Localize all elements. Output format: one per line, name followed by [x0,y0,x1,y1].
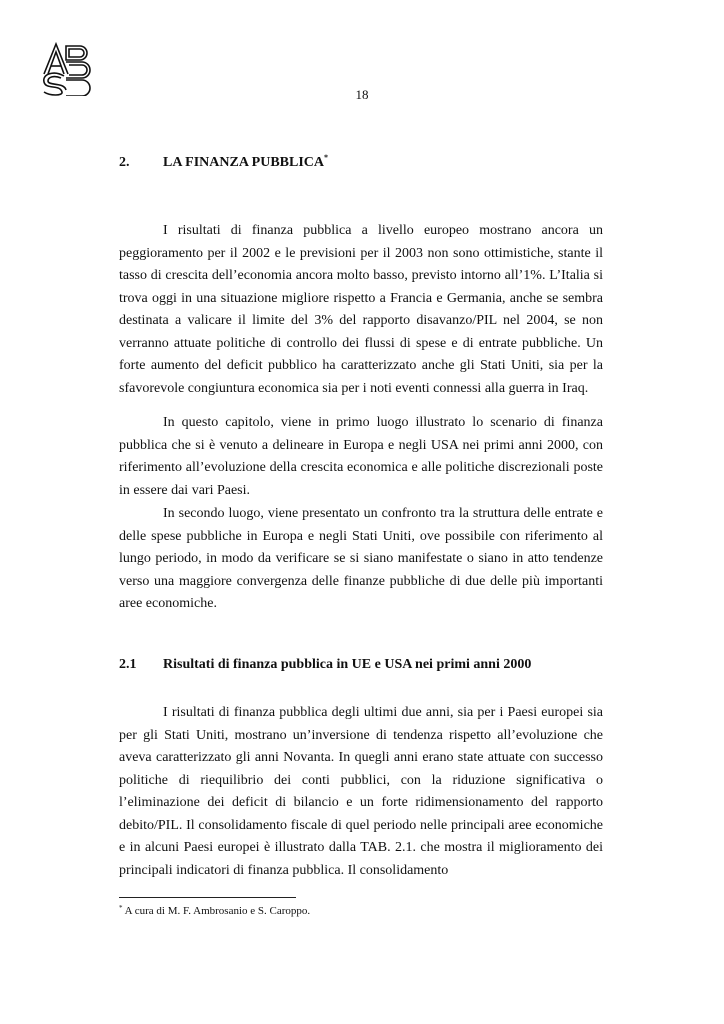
footnote-text: A cura di M. F. Ambrosanio e S. Caroppo. [122,905,311,917]
section-heading [119,153,328,171]
paragraph: In questo capitolo, viene in primo luogo illustrato lo scenario di finanza pubblica che si è venuto a delineare in Europa e negli USA nei primi anni 2000, con riferimento all’evoluzione della crescita economica e alle politiche discrezionali poste in essere dai vari Paesi. [119,415,603,498]
subsection-title: Risultati di finanza pubblica in UE e USA nei primi anni 2000 [163,657,532,672]
footnote-reference[interactable]: * [324,153,329,162]
paragraph: I risultati di finanza pubblica a livello europeo mostrano ancora un peggioramento per il 2002 e le previsioni per il 2003 non sono ottimistiche, stante il tasso di crescita dell’economia ancora molto basso, previsto intorno all’1%. L’Italia si trova oggi in una situazione migliore rispetto a Francia e Germania, anche se sembra destinata a valicare il limite del 3% del rapporto disavanzo/PIL nel 2004, se non verranno attuate politiche di controllo dei flussi di spese e di entrate pubbliche. Un forte aumento del deficit pubblico ha caratterizzato anche gli Stati Uniti, sia per la sfavorevole congiuntura economica sia per i noti eventi connessi alla guerra in Iraq. [119,223,603,396]
page-number: 18 [355,87,369,102]
subsection-number: 2.1 [119,657,137,672]
paragraph: In secondo luogo, viene presentato un confronto tra la struttura delle entrate e delle spese pubbliche in Europa e negli Stati Uniti, ove possibile con riferimento al lungo periodo, in modo da verificare se si siano manifestate o siano in atto tendenze verso una maggiore convergenza delle finanze pubbliche di due delle più importanti aree economiche. [119,506,603,611]
paragraph: I risultati di finanza pubblica degli ultimi due anni, sia per i Paesi europei sia per gli Stati Uniti, mostrano un’inversione di tendenza rispetto all’evoluzione che aveva caratterizzato gli anni Novanta. In quegli anni erano state attuate con successo politiche di riequilibrio dei conti pubblici, con la riduzione significativa o l’eliminazione dei deficit di bilancio e un forte ridimensionamento del rapporto debito/PIL. Il consolidamento fiscale di quel periodo nelle principali aree economiche e in alcuni Paesi europei è illustrato dalla TAB. 2.1. che mostra il miglioramento dei principali indicatori di finanza pubblica. Il consolidamento [119,705,603,878]
footnote [119,904,310,917]
footnote-divider [119,897,296,898]
subsection-heading [119,657,531,673]
section-number: 2. [119,155,130,170]
section-title: LA FINANZA PUBBLICA [163,155,325,170]
footnote-marker: * [119,904,123,912]
